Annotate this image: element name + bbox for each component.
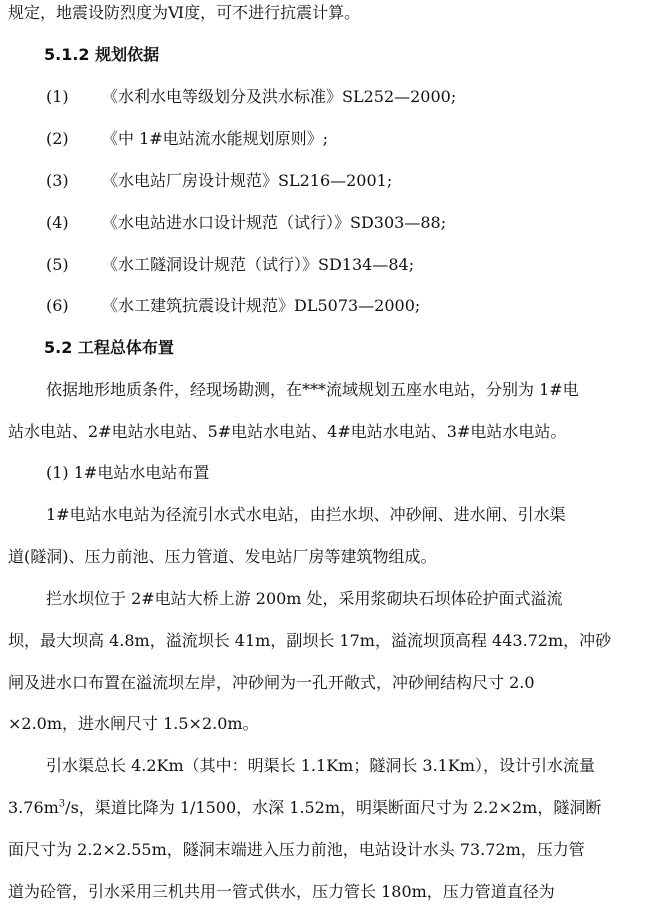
- reference-number: (2): [46, 129, 69, 148]
- paragraph-line: 引水渠总长 4.2Km（其中：明渠长 1.1Km；隧洞长 3.1Km），设计引水流量: [46, 756, 595, 775]
- reference-number: (1): [46, 87, 69, 106]
- section-heading-5-2: 5.2 工程总体布置: [44, 338, 174, 357]
- reference-text: 《水工隧洞设计规范（试行）》SD134—84;: [102, 255, 415, 274]
- paragraph-line: [8, 798, 601, 818]
- flow-value: 3.76m: [8, 798, 59, 817]
- reference-text: 《水电站厂房设计规范》SL216—2001;: [102, 171, 393, 190]
- paragraph-line: 道(隧洞)、压力前池、压力管道、发电站厂房等建筑物组成。: [8, 547, 437, 566]
- paragraph-line: 1#电站水电站为径流引水式水电站，由拦水坝、冲砂闸、进水闸、引水渠: [46, 505, 566, 524]
- superscript: 3: [58, 798, 66, 810]
- paragraph-line: 闸及进水口布置在溢流坝左岸，冲砂闸为一孔开敞式，冲砂闸结构尺寸 2.0: [8, 673, 535, 692]
- reference-text: 《水利水电等级划分及洪水标准》SL252—2000;: [102, 87, 457, 106]
- paragraph-line: 规定，地震设防烈度为Ⅵ度，可不进行抗震计算。: [8, 3, 361, 22]
- reference-number: (5): [46, 255, 69, 274]
- paragraph-line: 拦水坝位于 2#电站大桥上游 200m 处，采用浆砌块石坝体砼护面式溢流: [46, 589, 563, 608]
- reference-text: 《水电站进水口设计规范（试行）》SD303—88;: [102, 213, 447, 232]
- paragraph-line: ×2.0m，进水闸尺寸 1.5×2.0m。: [8, 714, 259, 733]
- subsection-heading: (1) 1#电站水电站布置: [46, 463, 210, 482]
- reference-item: [46, 129, 328, 149]
- reference-item: [46, 213, 446, 233]
- paragraph-line: 坝，最大坝高 4.8m，溢流坝长 41m，副坝长 17m，溢流坝顶高程 443.72m，冲砂: [8, 631, 612, 650]
- reference-number: (3): [46, 171, 69, 190]
- reference-item: [46, 171, 392, 191]
- paragraph-line: 面尺寸为 2.2×2.55m，隧洞末端进入压力前池，电站设计水头 73.72m，压力管: [8, 840, 585, 859]
- reference-text: 《中 1#电站流水能规划原则》;: [102, 129, 329, 148]
- reference-item: [46, 296, 420, 316]
- reference-item: [46, 87, 456, 107]
- paragraph-line: 站水电站、2#电站水电站、5#电站水电站、4#电站水电站、3#电站水电站。: [8, 422, 567, 441]
- paragraph-line-rest: /s，渠道比降为 1/1500，水深 1.52m，明渠断面尺寸为 2.2×2m，隧洞断: [65, 798, 602, 817]
- reference-number: (4): [46, 213, 69, 232]
- paragraph-line: 依据地形地质条件，经现场勘测，在***流域规划五座水电站，分别为 1#电: [46, 380, 579, 399]
- reference-item: [46, 255, 414, 275]
- section-heading-5-1-2: 5.1.2 规划依据: [44, 45, 160, 64]
- paragraph-line: 道为砼管，引水采用三机共用一管式供水，压力管长 180m，压力管道直径为: [8, 882, 555, 901]
- reference-number: (6): [46, 296, 69, 315]
- reference-text: 《水工建筑抗震设计规范》DL5073—2000;: [102, 296, 421, 315]
